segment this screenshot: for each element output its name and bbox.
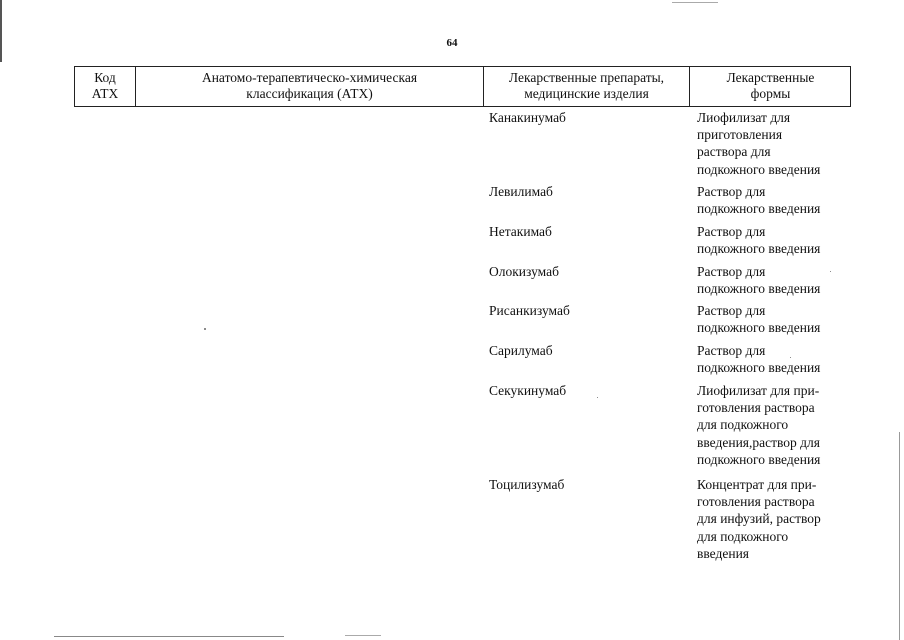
dosage-form-line: введения	[697, 545, 750, 561]
header-code-atc-line2: АТХ	[91, 86, 119, 101]
dosage-form-line: подкожного введения	[697, 201, 821, 217]
scan-bottom-line	[54, 636, 284, 637]
dosage-form	[697, 382, 847, 468]
drug-name: Сарилумаб	[489, 343, 553, 358]
dosage-form-line: для инфузий, раствор	[697, 511, 821, 527]
dosage-form-line: готовления раствора	[697, 494, 815, 510]
scan-edge-left	[0, 0, 2, 62]
dosage-form-line: приготовления	[697, 127, 783, 143]
dosage-form-line: готовления раствора	[697, 400, 815, 416]
scan-speck	[830, 271, 831, 272]
dosage-form	[697, 109, 847, 178]
drug-name: Секукинумаб	[489, 383, 567, 398]
drug-name: Левилимаб	[489, 184, 553, 199]
dosage-form-line: Раствор для	[697, 264, 766, 279]
dosage-form-line: Лиофилизат для	[697, 110, 791, 125]
dosage-form-line: подкожного введения	[697, 161, 821, 177]
header-code-atc-line1: Код	[94, 70, 116, 85]
table-header	[74, 66, 851, 107]
header-atc-classification	[136, 67, 484, 106]
dosage-form	[697, 342, 847, 376]
dosage-form-line: Концентрат для при-	[697, 477, 817, 492]
dosage-form-line: Раствор для	[697, 184, 766, 199]
dosage-form-line: для подкожного	[697, 528, 789, 544]
dosage-form	[697, 183, 847, 217]
scan-speck	[597, 397, 598, 398]
dosage-form-line: подкожного введения	[697, 281, 821, 297]
dosage-form	[697, 302, 847, 336]
drug-name: Тоцилизумаб	[489, 477, 565, 492]
dosage-form-line: подкожного введения	[697, 451, 821, 467]
header-atc-classification-line2: классификация (АТХ)	[246, 86, 373, 101]
header-dosage-forms	[690, 67, 851, 106]
dosage-form-line: введения,раствор для	[697, 434, 820, 450]
dosage-form-line: Раствор для	[697, 343, 766, 358]
scan-bottom-dash	[345, 635, 381, 636]
scan-speck	[790, 357, 791, 358]
scan-speck	[204, 328, 206, 330]
dosage-form-line: Лиофилизат для при-	[697, 383, 820, 398]
drug-name: Канакинумаб	[489, 110, 566, 125]
dosage-form-line: Раствор для	[697, 303, 766, 318]
header-dosage-forms-line1: Лекарственные	[726, 70, 815, 85]
scan-top-line	[672, 2, 718, 3]
header-drugs	[484, 67, 690, 106]
dosage-form	[697, 263, 847, 297]
dosage-form	[697, 476, 847, 562]
page-number: 64	[446, 37, 458, 49]
dosage-form-line: подкожного введения	[697, 320, 821, 336]
drug-name: Нетакимаб	[489, 224, 552, 239]
header-code-atc	[75, 67, 136, 106]
scan-edge-right	[899, 432, 900, 640]
dosage-form-line: подкожного введения	[697, 360, 821, 376]
header-drugs-line2: медицинские изделия	[524, 86, 649, 101]
dosage-form	[697, 223, 847, 257]
drug-name: Олокизумаб	[489, 264, 559, 279]
dosage-form-line: подкожного введения	[697, 241, 821, 257]
dosage-form-line: для подкожного	[697, 417, 789, 433]
dosage-form-line: раствора для	[697, 144, 771, 160]
header-atc-classification-line1: Анатомо-терапевтическо-химическая	[201, 70, 418, 85]
drug-name: Рисанкизумаб	[489, 303, 570, 318]
dosage-form-line: Раствор для	[697, 224, 766, 239]
header-drugs-line1: Лекарственные препараты,	[508, 70, 665, 85]
header-dosage-forms-line2: формы	[750, 86, 791, 101]
